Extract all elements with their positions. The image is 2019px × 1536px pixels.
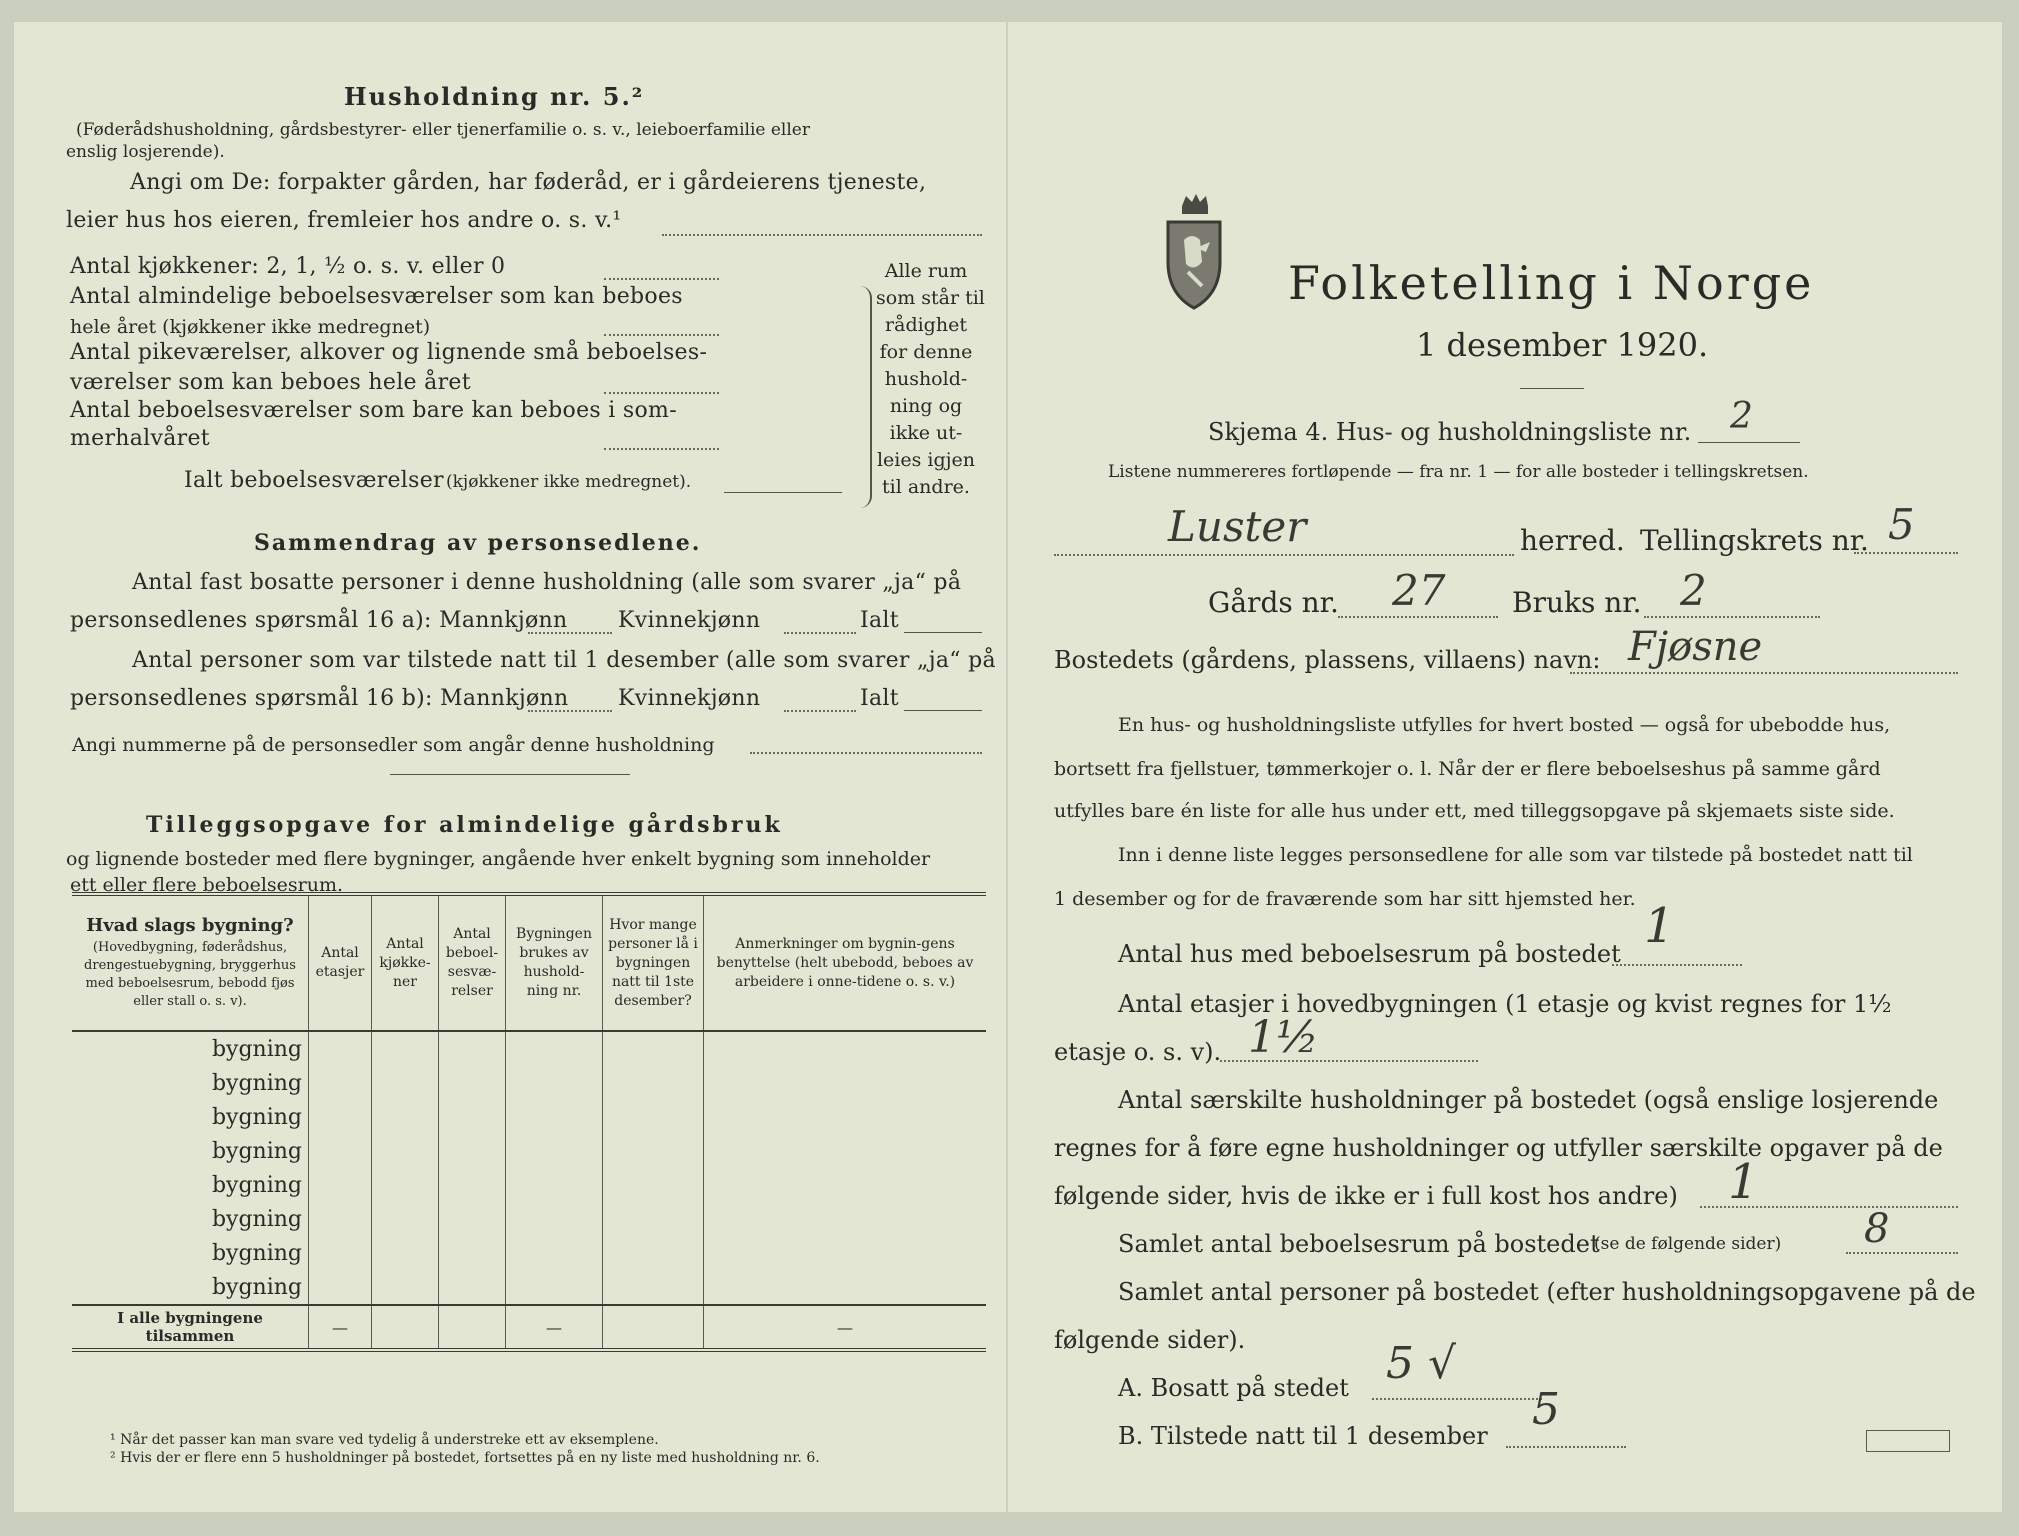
herred-label: herred. bbox=[1520, 524, 1625, 557]
household-heading: Husholdning nr. 5.² bbox=[344, 82, 645, 111]
rooms-total-field[interactable] bbox=[724, 492, 842, 493]
table-row bbox=[72, 1270, 986, 1305]
samlet-pers-line2: følgende sider). bbox=[1054, 1326, 1246, 1354]
listene-note: Listene nummereres fortløpende — fra nr. 1 — for alle bosteder i tellingskretsen. bbox=[1108, 462, 1809, 482]
cell[interactable] bbox=[506, 1168, 603, 1202]
cell[interactable] bbox=[506, 1066, 603, 1100]
row-label: bygning bbox=[211, 1070, 302, 1096]
bosatt-value: 5 √ bbox=[1386, 1338, 1457, 1389]
bosatt-field[interactable] bbox=[1372, 1398, 1542, 1400]
para1-line2: bortsett fra fjellstuer, tømmerkojer o. l. Når der er flere beboelseshus på samme gård bbox=[1054, 758, 1881, 780]
addendum-1: og lignende bosteder med flere bygninger, angående hver enkelt bygning som inneholder bbox=[66, 848, 931, 870]
summary-1-total-label: Ialt bbox=[860, 608, 899, 633]
cell[interactable] bbox=[439, 1236, 506, 1270]
summary-1b: personsedlenes spørsmål 16 a): Mannkjønn bbox=[70, 608, 568, 633]
summary-2-total-field[interactable] bbox=[904, 710, 982, 711]
rooms-kitchens: Antal kjøkkener: 2, 1, ½ o. s. v. eller 0 bbox=[70, 254, 506, 279]
skjema-label: Skjema 4. Hus- og husholdningsliste nr. bbox=[1208, 418, 1692, 446]
tellingskrets-label: Tellingskrets nr. bbox=[1640, 524, 1869, 557]
side-note-line: leies igjen bbox=[876, 449, 976, 471]
row-label: bygning bbox=[211, 1036, 302, 1062]
numbers-line: Angi nummerne på de personsedler som angår denne husholdning bbox=[72, 734, 715, 756]
addendum-heading: Tilleggsopgave for almindelige gårdsbruk bbox=[146, 812, 783, 838]
table-row bbox=[72, 1031, 986, 1066]
cell[interactable] bbox=[704, 1202, 987, 1236]
bosatt-label: A. Bosatt på stedet bbox=[1118, 1374, 1349, 1402]
etasjer-line1: Antal etasjer i hovedbygningen (1 etasje og kvist regnes for 1½ bbox=[1118, 990, 1892, 1018]
cell[interactable] bbox=[372, 1236, 439, 1270]
cell[interactable] bbox=[372, 1202, 439, 1236]
cell[interactable] bbox=[704, 1134, 987, 1168]
para1-line1: En hus- og husholdningsliste utfylles for hvert bosted — også for ubebodde hus, bbox=[1118, 714, 1891, 736]
side-note-line: som står til bbox=[876, 287, 985, 309]
cell[interactable] bbox=[309, 1066, 372, 1100]
col-household-no: Bygningen brukes av hushold-ning nr. bbox=[506, 894, 603, 1031]
printer-stamp-icon bbox=[1866, 1430, 1950, 1452]
cell[interactable] bbox=[372, 1305, 439, 1350]
bruks-label: Bruks nr. bbox=[1512, 586, 1642, 619]
cell[interactable] bbox=[309, 1202, 372, 1236]
cell[interactable] bbox=[372, 1168, 439, 1202]
cell[interactable] bbox=[372, 1031, 439, 1066]
cell[interactable] bbox=[372, 1066, 439, 1100]
cell[interactable] bbox=[309, 1134, 372, 1168]
col-remarks: Anmerkninger om bygnin-gens benyttelse (helt ubebodd, beboes av arbeidere i onne-tidene o. s. v.) bbox=[704, 894, 987, 1031]
summary-2-total-label: Ialt bbox=[860, 686, 899, 711]
rooms-total-note: (kjøkkener ikke medregnet). bbox=[446, 472, 692, 492]
cell[interactable] bbox=[603, 1066, 704, 1100]
side-note-line: til andre. bbox=[882, 476, 970, 498]
angi-fill-line[interactable] bbox=[662, 234, 982, 236]
form-title: Folketelling i Norge bbox=[1288, 256, 1815, 310]
gards-field[interactable] bbox=[1338, 616, 1498, 618]
herred-field[interactable] bbox=[1054, 554, 1514, 556]
cell[interactable] bbox=[603, 1305, 704, 1350]
gards-label: Gårds nr. bbox=[1208, 586, 1339, 619]
cell[interactable] bbox=[704, 1236, 987, 1270]
cell[interactable] bbox=[603, 1134, 704, 1168]
rooms-ordinary-field[interactable] bbox=[604, 334, 719, 336]
cell[interactable] bbox=[704, 1168, 987, 1202]
rooms-summer: Antal beboelsesværelser som bare kan beboes i som- bbox=[70, 398, 677, 423]
col-persons: Hvor mange personer lå i bygningen natt til 1ste desember? bbox=[603, 894, 704, 1031]
col-floors: Antal etasjer bbox=[309, 894, 372, 1031]
samlet-rum-field[interactable] bbox=[1846, 1252, 1958, 1254]
table-row bbox=[72, 1168, 986, 1202]
col-rooms: Antal beboel-sesvæ-relser bbox=[439, 894, 506, 1031]
samlet-rum-note: (se de følgende sider) bbox=[1594, 1234, 1782, 1254]
cell[interactable] bbox=[372, 1100, 439, 1134]
rooms-ordinary-2: hele året (kjøkkener ikke medregnet) bbox=[70, 316, 431, 338]
rooms-maid-field[interactable] bbox=[604, 392, 719, 394]
cell[interactable] bbox=[439, 1202, 506, 1236]
summary-2-female-label: Kvinnekjønn bbox=[618, 686, 761, 711]
rooms-brace bbox=[856, 286, 872, 508]
title-divider bbox=[1520, 388, 1584, 389]
summary-2b: personsedlenes spørsmål 16 b): Mannkjønn bbox=[70, 686, 569, 711]
tilstede-field[interactable] bbox=[1506, 1446, 1626, 1448]
bruks-field[interactable] bbox=[1644, 616, 1820, 618]
cell[interactable] bbox=[309, 1031, 372, 1066]
cell[interactable] bbox=[309, 1236, 372, 1270]
household-note-2: enslig losjerende). bbox=[66, 142, 225, 162]
para2-line1: Inn i denne liste legges personsedlene for alle som var tilstede på bostedet natt til bbox=[1118, 844, 1913, 866]
samlet-pers-line1: Samlet antal personer på bostedet (efter husholdningsopgavene på de bbox=[1118, 1278, 1976, 1306]
cell[interactable] bbox=[439, 1100, 506, 1134]
numbers-field[interactable] bbox=[750, 752, 982, 754]
side-note-line: ikke ut- bbox=[889, 422, 963, 444]
summary-1-female-label: Kvinnekjønn bbox=[618, 608, 761, 633]
rooms-maid-2: værelser som kan beboes hele året bbox=[70, 370, 471, 395]
cell[interactable] bbox=[506, 1270, 603, 1305]
cell[interactable] bbox=[309, 1168, 372, 1202]
table-row bbox=[72, 1236, 986, 1270]
bosted-label: Bostedets (gårdens, plassens, villaens) navn: bbox=[1054, 646, 1601, 674]
cell[interactable] bbox=[439, 1270, 506, 1305]
hush-line3: følgende sider, hvis de ikke er i full kost hos andre) bbox=[1054, 1182, 1678, 1210]
side-note-line: Alle rum bbox=[884, 260, 968, 282]
samlet-rum-value: 8 bbox=[1864, 1206, 1890, 1252]
cell[interactable] bbox=[603, 1202, 704, 1236]
summary-2: Antal personer som var tilstede natt til 1 desember (alle som svarer „ja“ på bbox=[132, 648, 996, 673]
rooms-summer-2: merhalvåret bbox=[70, 426, 210, 451]
coat-of-arms-icon bbox=[1162, 192, 1226, 312]
etasjer-value: 1½ bbox=[1248, 1012, 1319, 1063]
row-label: bygning bbox=[211, 1240, 302, 1266]
bruks-value: 2 bbox=[1680, 566, 1707, 615]
hush-value: 1 bbox=[1728, 1154, 1759, 1210]
cell[interactable] bbox=[309, 1270, 372, 1305]
col-building-type bbox=[72, 894, 309, 1031]
side-note-line: for denne bbox=[879, 341, 973, 363]
cell[interactable] bbox=[603, 1168, 704, 1202]
antal-hus-field[interactable] bbox=[1612, 964, 1742, 966]
cell[interactable] bbox=[704, 1270, 987, 1305]
footnote-2: ² Hvis der er flere enn 5 husholdninger på bostedet, fortsettes på en ny liste med husholdning nr. 6. bbox=[110, 1450, 820, 1466]
bosted-value: Fjøsne bbox=[1628, 624, 1763, 670]
cell[interactable] bbox=[506, 1100, 603, 1134]
cell[interactable] bbox=[603, 1236, 704, 1270]
summary-2-male-field[interactable] bbox=[528, 710, 612, 712]
hush-line2: regnes for å føre egne husholdninger og utfyller særskilte opgaver på de bbox=[1054, 1134, 1943, 1162]
total-label: I alle bygningene tilsammen bbox=[117, 1309, 263, 1345]
cell[interactable] bbox=[309, 1100, 372, 1134]
cell[interactable] bbox=[603, 1031, 704, 1066]
row-label: bygning bbox=[211, 1104, 302, 1130]
summary-1-female-field[interactable] bbox=[784, 632, 856, 634]
divider bbox=[390, 774, 630, 775]
hush-line1: Antal særskilte husholdninger på bostedet (også enslige losjerende bbox=[1118, 1086, 1939, 1114]
row-label: bygning bbox=[211, 1206, 302, 1232]
antal-hus-value: 1 bbox=[1644, 898, 1675, 954]
tellingskrets-field[interactable] bbox=[1854, 552, 1958, 554]
summary-1-total-field[interactable] bbox=[904, 632, 982, 633]
rooms-kitchens-field[interactable] bbox=[604, 278, 719, 280]
para1-line3: utfylles bare én liste for alle hus under ett, med tilleggsopgave på skjemaets siste side. bbox=[1054, 800, 1895, 822]
total-household: — bbox=[506, 1305, 603, 1350]
col-building-type-title: Hvad slags bygning? bbox=[86, 914, 294, 936]
footnote-1: ¹ Når det passer kan man svare ved tydelig å understreke ett av eksemplene. bbox=[110, 1432, 659, 1448]
table-total-row bbox=[72, 1305, 986, 1350]
addendum-2: ett eller flere beboelsesrum. bbox=[70, 874, 344, 896]
summary-1-male-field[interactable] bbox=[528, 632, 612, 634]
table-row bbox=[72, 1134, 986, 1168]
cell[interactable] bbox=[439, 1168, 506, 1202]
total-floors: — bbox=[309, 1305, 372, 1350]
cell[interactable] bbox=[506, 1202, 603, 1236]
cell[interactable] bbox=[506, 1031, 603, 1066]
skjema-value: 2 bbox=[1730, 396, 1753, 437]
cell[interactable] bbox=[704, 1066, 987, 1100]
gards-value: 27 bbox=[1392, 566, 1446, 615]
form-date: 1 desember 1920. bbox=[1416, 326, 1709, 364]
col-building-type-sub: (Hovedbygning, føderådshus, drengestuebygning, bryggerhus med beboelsesrum, bebodd fjøs eller stall o. s. v). bbox=[84, 939, 296, 1009]
household-note: (Føderådshusholdning, gårdsbestyrer- eller tjenerfamilie o. s. v., leieboerfamilie eller bbox=[76, 120, 810, 140]
cell[interactable] bbox=[439, 1066, 506, 1100]
side-note-line: rådighet bbox=[885, 314, 967, 336]
cell[interactable] bbox=[372, 1134, 439, 1168]
rooms-maid: Antal pikeværelser, alkover og lignende små beboelses- bbox=[70, 340, 708, 365]
table-row bbox=[72, 1100, 986, 1134]
col-kitchens: Antal kjøkke-ner bbox=[372, 894, 439, 1031]
samlet-rum-label: Samlet antal beboelsesrum på bostedet bbox=[1118, 1230, 1600, 1258]
summary-heading: Sammendrag av personsedlene. bbox=[254, 530, 702, 556]
cell[interactable] bbox=[439, 1134, 506, 1168]
etasjer-line2: etasje o. s. v). bbox=[1054, 1038, 1222, 1066]
herred-value: Luster bbox=[1168, 502, 1307, 551]
angi-line-2: leier hus hos eieren, fremleier hos andre o. s. v.¹ bbox=[66, 208, 622, 233]
table-row bbox=[72, 1066, 986, 1100]
tilstede-label: B. Tilstede natt til 1 desember bbox=[1118, 1422, 1488, 1450]
building-table bbox=[72, 892, 986, 1352]
right-page bbox=[1008, 22, 2002, 1512]
cell[interactable] bbox=[439, 1305, 506, 1350]
skjema-field[interactable] bbox=[1698, 442, 1800, 443]
tilstede-value: 5 bbox=[1532, 1384, 1560, 1435]
side-note-line: hushold- bbox=[884, 368, 968, 390]
cell[interactable] bbox=[506, 1236, 603, 1270]
total-remarks: — bbox=[704, 1305, 987, 1350]
row-label: bygning bbox=[211, 1172, 302, 1198]
bosted-field[interactable] bbox=[1570, 672, 1958, 674]
rooms-total-label: Ialt beboelsesværelser bbox=[184, 468, 444, 493]
cell[interactable] bbox=[704, 1031, 987, 1066]
summary-1: Antal fast bosatte personer i denne husholdning (alle som svarer „ja“ på bbox=[132, 570, 962, 595]
summary-2-female-field[interactable] bbox=[784, 710, 856, 712]
tellingskrets-value: 5 bbox=[1888, 500, 1915, 549]
rooms-summer-field[interactable] bbox=[604, 448, 719, 450]
cell[interactable] bbox=[506, 1134, 603, 1168]
cell[interactable] bbox=[704, 1100, 987, 1134]
side-note bbox=[876, 258, 985, 501]
cell[interactable] bbox=[603, 1100, 704, 1134]
cell[interactable] bbox=[603, 1270, 704, 1305]
cell[interactable] bbox=[439, 1031, 506, 1066]
para2-line2: 1 desember og for de fraværende som har sitt hjemsted her. bbox=[1054, 888, 1636, 910]
row-label: bygning bbox=[211, 1138, 302, 1164]
side-note-line: ning og bbox=[889, 395, 963, 417]
table-row bbox=[72, 1202, 986, 1236]
antal-hus-label: Antal hus med beboelsesrum på bostedet bbox=[1118, 940, 1621, 968]
left-page bbox=[14, 22, 1006, 1512]
rooms-ordinary: Antal almindelige beboelsesværelser som kan beboes bbox=[70, 284, 683, 309]
cell[interactable] bbox=[372, 1270, 439, 1305]
row-label: bygning bbox=[211, 1274, 302, 1300]
angi-line-1: Angi om De: forpakter gården, har føderåd, er i gårdeierens tjeneste, bbox=[130, 170, 927, 195]
